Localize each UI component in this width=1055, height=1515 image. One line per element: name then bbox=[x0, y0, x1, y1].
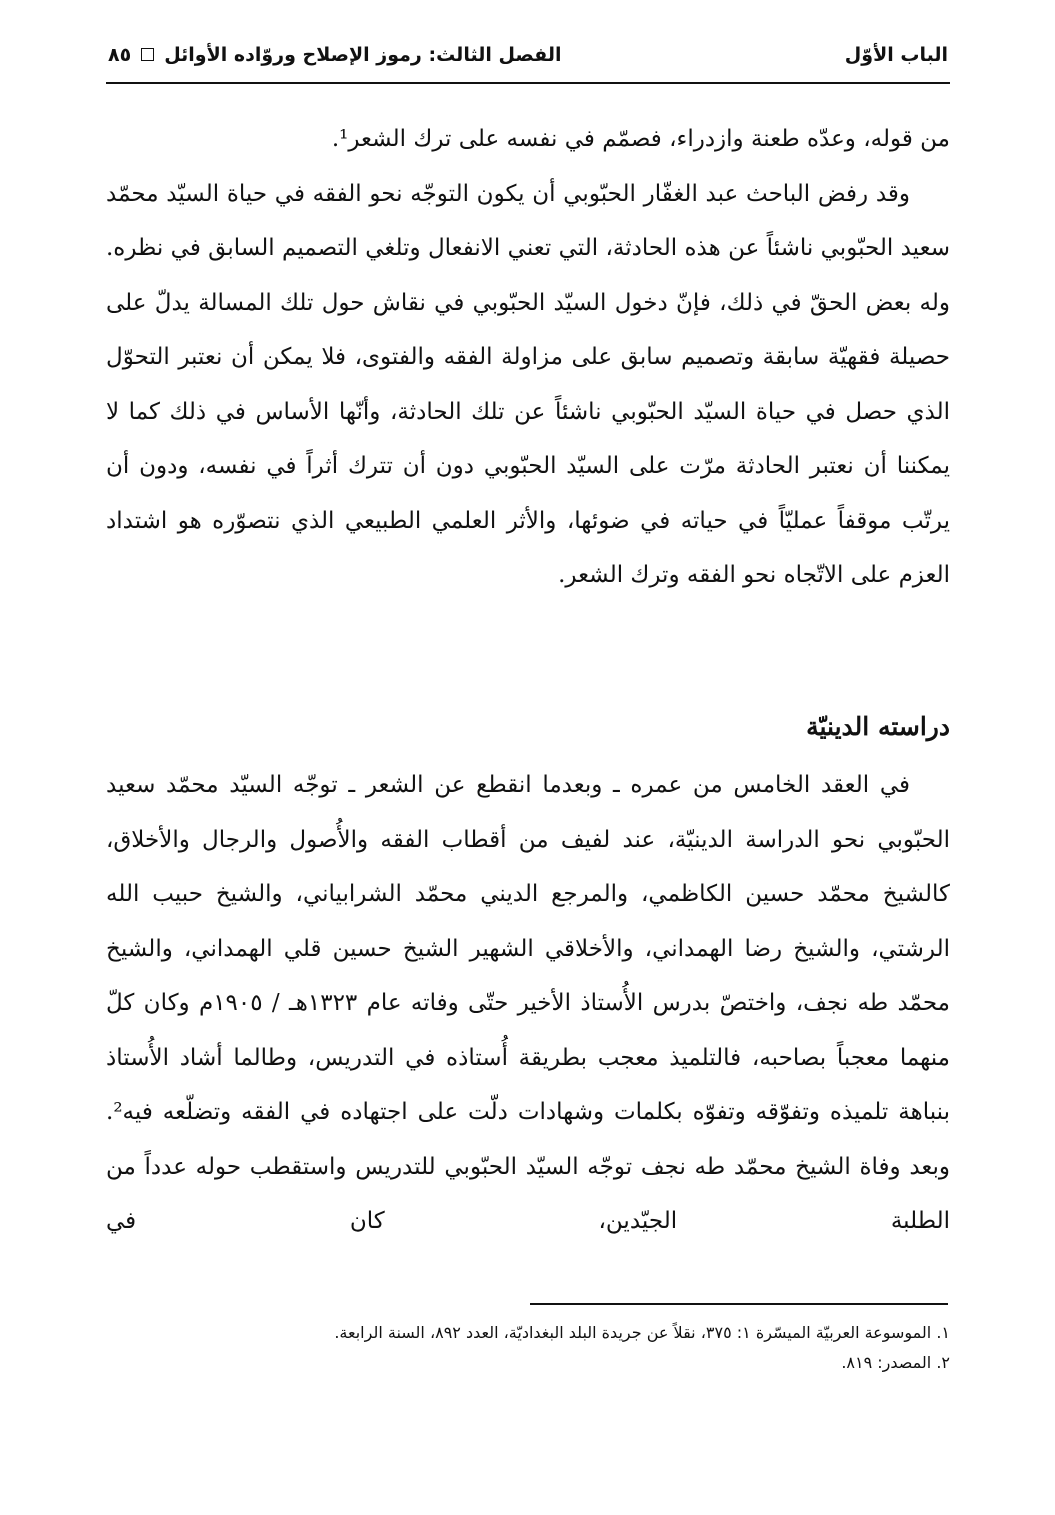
footnotes bbox=[106, 1318, 950, 1378]
main-text bbox=[106, 112, 950, 603]
footnote: ١. الموسوعة العربيّة الميسّرة ١: ٣٧٥، نقلاً عن جريدة البلد البغداديّة، العدد ٨٩٢، السنة الرابعة. bbox=[334, 1323, 950, 1342]
part-title: الباب الأوّل bbox=[844, 44, 948, 66]
header-rule bbox=[106, 82, 950, 84]
chapter-title: الفصل الثالث: رموز الإصلاح وروّاده الأوائل bbox=[164, 44, 562, 66]
running-header bbox=[108, 44, 948, 66]
page-number: ٨٥ bbox=[108, 44, 132, 66]
square-separator-icon bbox=[141, 48, 154, 61]
section-text bbox=[106, 758, 950, 1249]
section-heading: دراسته الدينيّة bbox=[806, 712, 950, 741]
footnote: ٢. المصدر: ٨١٩. bbox=[841, 1353, 950, 1372]
chapter-group bbox=[108, 44, 561, 66]
footnote-rule bbox=[530, 1303, 948, 1305]
paragraph: من قوله، وعدّه طعنة وازدراء، فصمّم في نفسه على ترك الشعر¹. bbox=[331, 126, 950, 152]
paragraph: وقد رفض الباحث عبد الغفّار الحبّوبي أن يكون التوجّه نحو الفقه في حياة السيّد محمّد سعيد الحبّوبي ناشئاً عن هذه الحادثة، التي تعني الانفعال وتلغي التصميم السابق في نظره. وله بعض الحقّ في ذلك، فإنّ دخول السيّد الحبّوبي في نقاش حول تلك المسالة يدلّ على حصيلة فقهيّة سابقة وتصميم سابق على مزاولة الفقه والفتوى، فلا يمكن أن نعتبر التحوّل الذي حصل في حياة السيّد الحبّوبي ناشئاً عن تلك الحادثة، وأنّها الأساس في ذلك كما لا يمكننا أن نعتبر الحادثة مرّت على السيّد الحبّوبي دون أن تترك أثراً في نفسه، ودون أن يرتّب موقفاً عمليّاً في حياته في ضوئها، والأثر العلمي الطبيعي الذي نتصوّره هو اشتداد العزم على الاتّجاه نحو الفقه وترك الشعر. bbox=[106, 180, 950, 588]
paragraph: في العقد الخامس من عمره ـ وبعدما انقطع عن الشعر ـ توجّه السيّد محمّد سعيد الحبّوبي نحو الدراسة الدينيّة، عند لفيف من أقطاب الفقه والأُصول والرجال والأخلاق، كالشيخ محمّد حسين الكاظمي، والمرجع الديني محمّد الشرابياني، والشيخ حبيب الله الرشتي، والشيخ رضا الهمداني، والأخلاقي الشهير الشيخ حسين قلي الهمداني، والشيخ محمّد طه نجف، واختصّ بدرس الأُستاذ الأخير حتّى وفاته عام ١٣٢٣هـ / ١٩٠٥م وكان كلّ منهما معجباً بصاحبه، فالتلميذ معجب بطريقة أُستاذه في التدريس، وطالما أشاد الأُستاذ بنباهة تلميذه وتفوّقه وتفوّه بكلمات وشهادات دلّت على اجتهاده في الفقه وتضلّعه فيه². وبعد وفاة الشيخ محمّد طه نجف توجّه السيّد الحبّوبي للتدريس واستقطب حوله عدداً من الطلبة الجيّدين، كان في bbox=[106, 772, 950, 1234]
